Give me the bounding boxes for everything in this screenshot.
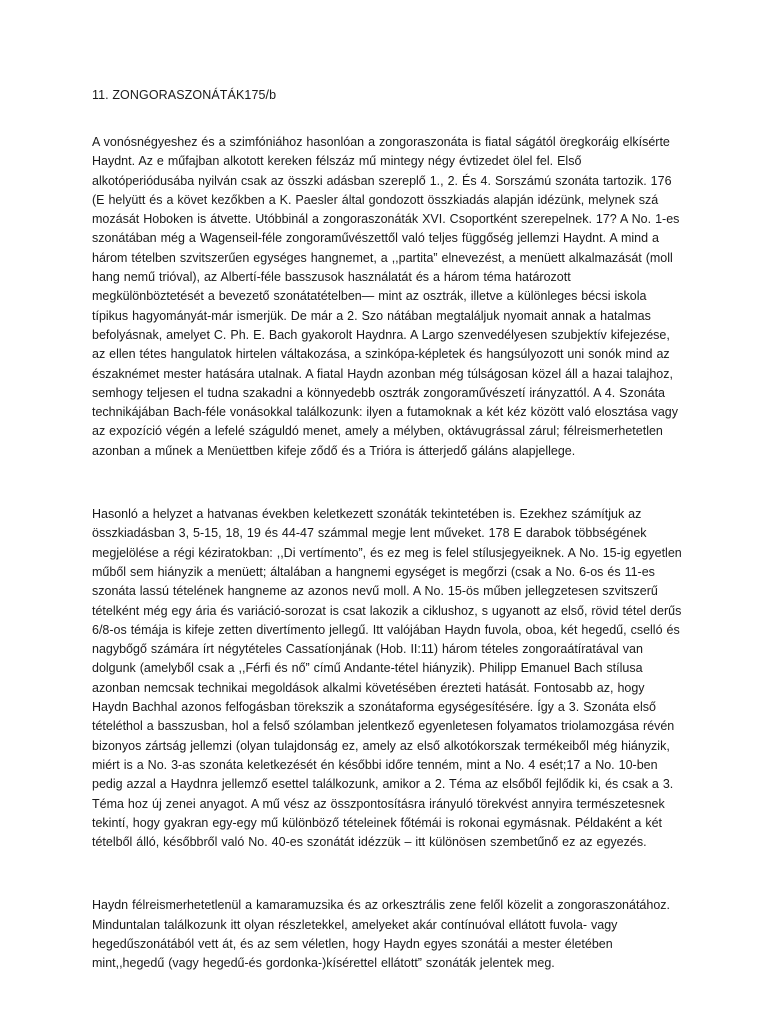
paragraph-3: Haydn félreismerhetetlenül a kamaramuzsika és az orkesztrális zene felől közelit a zongoraszonátához. Minduntalan találkozunk itt olyan részletekkel, amelyeket akár contínuóval ellátott fuvola- vagy hegedűszonátából vett át, és az sem véletlen, hogy Haydn egyes szonátái a mester életében mint,,hegedű (vagy hegedű-és gordonka-)kísérettel ellátott” szonáták jelentek meg. bbox=[92, 898, 671, 971]
document-page bbox=[92, 86, 682, 1018]
paragraph-2: Hasonló a helyzet a hatvanas években keletkezett szonáták tekintetében is. Ezekhez számítjuk az összkiadásban 3, 5-15, 18, 19 és 44-47 számmal megje lent műveket. 178 E darabok többségének megjelölése a régi kéziratokban: ,,Di vertímento”, és ez meg is felel stílusjegyeiknek. A No. 15-ig egyetlen műből sem hiányzik a menüett; általában a hangnemi egységet is megőrzi (csak a No. 6-os és 11-es szonáta lassú tételének hangneme az azonos nevű moll. A No. 15-ös műben jellegzetesen szvitszerű tételként még egy ária és variáció-sorozat is csat lakozik a ciklushoz, s ugyanott az első, rövid tétel derűs 6/8-os témája is kifeje zetten divertímento jellegű. Itt valójában Haydn fuvola, oboa, két hegedű, cselló és nagybőgő számára írt négytételes Cassatíonjának (Hob. II:11) három tételes zongoraátíratával van dolgunk (amelyből csak a ,,Férfi és nő” című Andante-tétel hiányzik). Philipp Emanuel Bach stílusa azonban nemcsak technikai megoldások alkalmi követésében érezteti hatását. Fontosabb az, hogy Haydn Bachhal azonos felfogásban törekszik a szonátaforma egységesítésére. Így a 3. Szonáta első tételéthol a basszusban, hol a felső szólamban jelentkező egyenletesen folyamatos triolamozgása révén bizonyos zártság jellemzi (olyan tulajdonság ez, amely az első alkotókorszak termékeiből még hiányzik, miért is a No. 3-as szonáta keletkezését én későbbi időre tenném, mint a No. 4 esét;17 a No. 10-ben pedig azzal a Haydnra jellemző esettel találkozunk, amikor a 2. Téma az elsőből fejlődik ki, és csak a 3. Téma hoz új zenei anyagot. A mű vész az összpontosításra irányuló törekvést annyira természetesnek tekintí, hogy gyakran egy-egy mű különböző tételeinek főtémái is rokonai egymásnak. Példaként a két tételből álló, későbbről való No. 40-es szonátát idézzük – itt különösen szembetűnő ez az egyezés. bbox=[92, 507, 682, 850]
paragraph-1: A vonósnégyeshez és a szimfóniához hasonlóan a zongoraszonáta is fiatal ságától öregkoráig elkísérte Haydnt. Az e műfajban alkotott kereken félszáz mű mintegy négy évtizedet ölel fel. Első alkotóperiódusába nyilván csak az összki adásban szereplő 1., 2. És 4. Sorszámú szonáta tartozik. 176 (E helyütt és a követ kezőkben a K. Paesler által gondozott összkiadás alapján idézünk, melynek szá mozását Hoboken is átvette. Utóbbinál a zongoraszonáták XVI. Csoportként szerepelnek. 17? A No. 1-es szonátában még a Wagenseil-féle zongoraművészettől való teljes függőség jellemzi Haydnt. A mind a három tételben szvitszerűen egységes hangnemet, a ,,partita” elnevezést, a menüett alkalmazását (moll hang nemű trióval), az Albertí-féle basszusok használatát és a három téma határozott megkülönböztetését a bevezető szonátatételben— mint az osztrák, illetve a különleges bécsi iskola típikus hagyományát-már ismerjük. De már a 2. Szo nátában megtaláljuk nyomait annak a hatalmas befolyásnak, amelyet C. Ph. E. Bach gyakorolt Haydnra. A Largo szenvedélyesen szubjektív kifejezése, az ellen tétes hangulatok hirtelen váltakozása, a szinkópa-képletek és hangsúlyozott uni sonók mind az északnémet mester hatására utalnak. A fiatal Haydn azonban még túlságosan közel áll a hazai talajhoz, semhogy teljesen el tudna szakadni a könnyedebb osztrák zongoraművészetí irányzattól. A 4. Szonáta technikájában Bach-féle vonásokkal találkozunk: ilyen a futamoknak a két kéz között való elosztása vagy az expozíció végén a lefelé száguldó menet, amely a mélyben, oktávugrással zárul; félreismerhetetlen azonban a műnek a Menüettben kifeje ződő és a Trióra is átterjedő gáláns alapjellege. bbox=[92, 135, 680, 458]
chapter-heading: 11. ZONGORASZONÁTÁK175/b bbox=[92, 88, 277, 102]
